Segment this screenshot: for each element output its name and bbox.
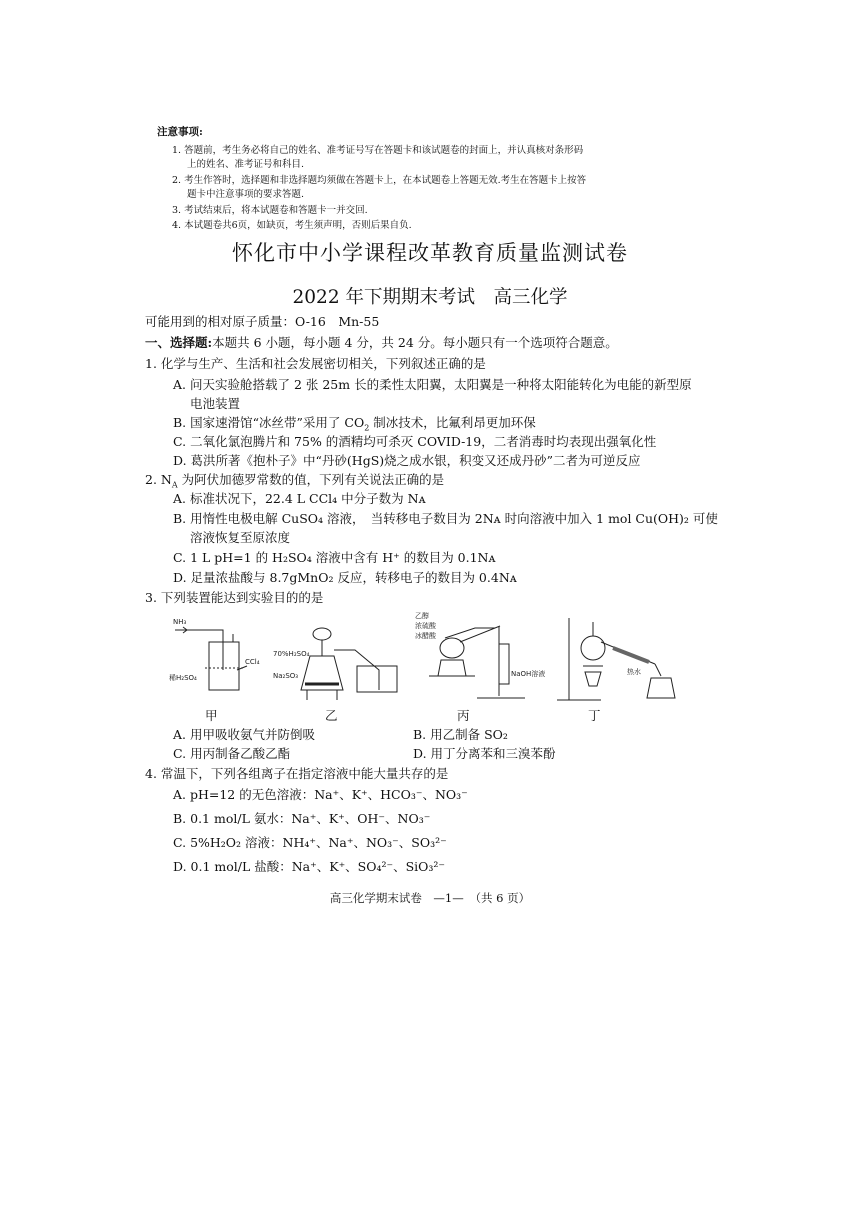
notice-item-4: 4. 本试题卷共6页，如缺页，考生须声明，否则后果自负. bbox=[172, 220, 412, 231]
q3-stem: 3. 下列装置能达到实验目的的是 bbox=[145, 590, 324, 605]
q4-option-c: C. 5%H₂O₂ 溶液：NH₄⁺、Na⁺、NO₃⁻、SO₃²⁻ bbox=[173, 835, 447, 850]
section-desc: 本题共 6 小题，每小题 4 分，共 24 分。每小题只有一个选项符合题意。 bbox=[212, 335, 618, 350]
exam-title: 怀化市中小学课程改革教育质量监测试卷 bbox=[232, 241, 628, 265]
section-title: 一、选择题: bbox=[145, 335, 213, 350]
q2-option-a: A. 标准状况下，22.4 L CCl₄ 中分子数为 Nᴀ bbox=[173, 491, 426, 506]
q4-stem: 4. 常温下，下列各组离子在指定溶液中能大量共存的是 bbox=[145, 766, 449, 781]
q1-option-c: C. 二氧化氯泡腾片和 75% 的酒精均可杀灭 COVID-19，二者消毒时均表现出强氧化性 bbox=[173, 434, 657, 449]
q3-option-c: C. 用丙制备乙酸乙酯 bbox=[173, 746, 291, 761]
notice-item-1: 1. 答题前，考生务必将自己的姓名、准考证号写在答题卡和该试题卷的封面上，并认真核对条形码 bbox=[172, 145, 584, 156]
q1-option-b-pre: B. 国家速滑馆“冰丝带”采用了 CO bbox=[173, 415, 365, 430]
q4-option-a: A. pH=12 的无色溶液：Na⁺、K⁺、HCO₃⁻、NO₃⁻ bbox=[173, 787, 468, 802]
q2-stem-sub: A bbox=[171, 480, 178, 490]
label-ccl4: CCl₄ bbox=[245, 658, 260, 666]
label-na2so3: Na₂SO₃ bbox=[273, 672, 299, 680]
q3-option-b: B. 用乙制备 SO₂ bbox=[413, 727, 508, 742]
q1-option-d: D. 葛洪所著《抱朴子》中“丹砂(HgS)烧之成水银，积变又还成丹砂”二者为可逆反应 bbox=[173, 453, 641, 468]
notice-item-2: 2. 考生作答时，选择题和非选择题均须做在答题卡上，在本试题卷上答题无效.考生在答题卡上按答 bbox=[172, 175, 587, 186]
q1-option-a: A. 问天实验舱搭载了 2 张 25m 长的柔性太阳翼，太阳翼是一种将太阳能转化为电能的新型原 bbox=[173, 377, 692, 392]
apparatus-yi bbox=[301, 628, 397, 700]
label-nh3: NH₃ bbox=[173, 618, 187, 626]
q1-option-b-sub: 2 bbox=[364, 423, 370, 433]
q1-stem: 1. 化学与生产、生活和社会发展密切相关，下列叙述正确的是 bbox=[145, 356, 486, 371]
apparatus-ding bbox=[557, 618, 675, 700]
notice-item-3: 3. 考试结束后，将本试题卷和答题卡一并交回. bbox=[172, 205, 368, 216]
exam-subtitle: 2022 年下期期末考试 高三化学 bbox=[292, 287, 568, 308]
label-apparatus-bing: 丙 bbox=[457, 708, 470, 723]
q4-option-d: D. 0.1 mol/L 盐酸：Na⁺、K⁺、SO₄²⁻、SiO₃²⁻ bbox=[173, 859, 446, 874]
q1-option-b-post: 制冰技术，比氟利昂更加环保 bbox=[369, 415, 536, 430]
notice-item-1-cont: 上的姓名、准考证号和科目. bbox=[187, 159, 305, 170]
label-conc-h2so4: 浓硫酸 bbox=[415, 622, 436, 630]
label-70-h2so4: 70%H₂SO₄ bbox=[273, 650, 310, 658]
q3-apparatus-figure bbox=[165, 608, 685, 708]
q2-option-c: C. 1 L pH=1 的 H₂SO₄ 溶液中含有 H⁺ 的数目为 0.1Nᴀ bbox=[173, 550, 496, 565]
apparatus-bing bbox=[429, 626, 525, 698]
atomic-mass-note: 可能用到的相对原子质量：O-16 Mn-55 bbox=[145, 314, 380, 329]
section-heading bbox=[145, 334, 618, 351]
q3-option-d: D. 用丁分离苯和三溴苯酚 bbox=[413, 746, 556, 761]
q2-option-b-cont: 溶液恢复至原浓度 bbox=[190, 530, 291, 545]
label-naoh: NaOH溶液 bbox=[511, 670, 546, 678]
label-acetic-acid: 冰醋酸 bbox=[415, 632, 436, 640]
notice-title: 注意事项: bbox=[157, 126, 203, 138]
q2-option-b: B. 用惰性电极电解 CuSO₄ 溶液， 当转移电子数目为 2Nᴀ 时向溶液中加入 1 mol Cu(OH)₂ 可使 bbox=[173, 511, 718, 526]
q1-option-a-cont: 电池装置 bbox=[190, 396, 241, 411]
page-footer: 高三化学期末试卷 —1— （共 6 页） bbox=[329, 891, 531, 905]
notice-item-2-cont: 题卡中注意事项的要求答题. bbox=[187, 189, 305, 200]
label-apparatus-yi: 乙 bbox=[325, 708, 338, 723]
label-apparatus-ding: 丁 bbox=[588, 708, 601, 723]
label-hot-water: 热水 bbox=[627, 668, 641, 676]
q2-stem-rest: 为阿伏加德罗常数的值，下列有关说法正确的是 bbox=[177, 472, 445, 487]
q3-option-a: A. 用甲吸收氨气并防倒吸 bbox=[173, 727, 315, 742]
label-dilute-h2so4: 稀H₂SO₄ bbox=[169, 674, 197, 682]
q2-option-d: D. 足量浓盐酸与 8.7gMnO₂ 反应，转移电子的数目为 0.4Nᴀ bbox=[173, 570, 517, 585]
label-ethanol: 乙醇 bbox=[415, 612, 429, 620]
q2-stem-n: 2. N bbox=[145, 472, 172, 487]
q4-option-b: B. 0.1 mol/L 氨水：Na⁺、K⁺、OH⁻、NO₃⁻ bbox=[173, 811, 431, 826]
label-apparatus-jia: 甲 bbox=[205, 708, 218, 723]
